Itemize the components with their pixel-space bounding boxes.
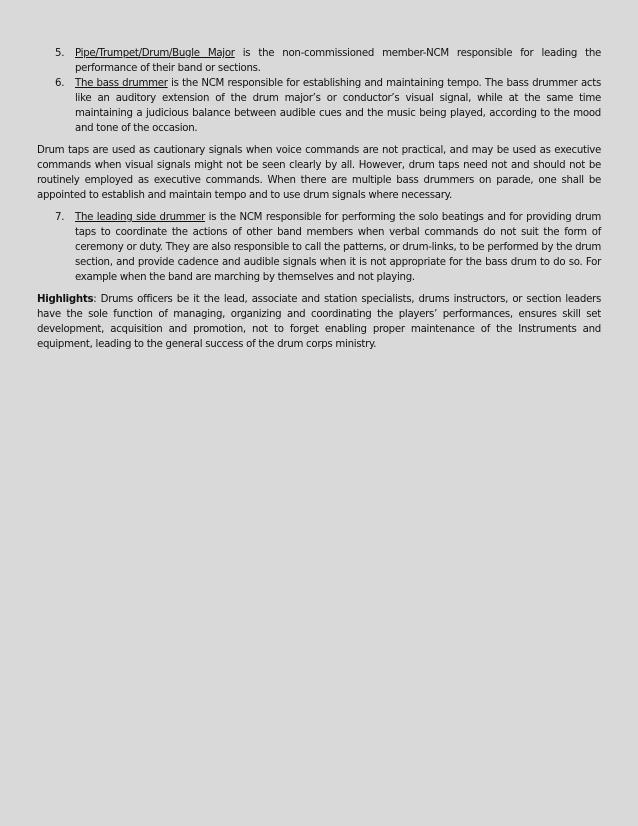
highlights-text: : Drums officers be it the lead, associate and station specialists, drums instructors, or section leaders have the sole function of managing, organizing and coordinating the players’ performances, ensures skill set development, acquisition and promotion, not to forget enabling proper maintenance of the Instruments and equipment, leading to the general success of the drum corps ministry. (37, 294, 601, 350)
document-content (37, 46, 601, 352)
list-item-pipe-major (37, 46, 601, 76)
list-item-leading-side-drummer (37, 210, 601, 285)
list-number: 6. (55, 78, 65, 89)
numbered-list-roles (37, 46, 601, 136)
drum-taps-paragraph: Drum taps are used as cautionary signals when voice commands are not practical, and may be used as executive commands when visual signals might not be seen clearly by all. However, drum taps need not and should not be routinely employed as executive commands. When there are multiple bass drummers on parade, one shall be appointed to establish and maintain tempo and to use drum signals where necessary. (37, 145, 601, 201)
role-term-link[interactable]: The leading side drummer (75, 212, 205, 223)
role-term-link[interactable]: Pipe/Trumpet/Drum/Bugle Major (75, 48, 235, 59)
role-description: is the NCM responsible for establishing and maintaining tempo. The bass drummer acts like an auditory extension of the drum major’s or conductor’s visual signal, while at the same time maintaining a judicious balance between audible cues and the music being played, according to the mood and tone of the occasion. (75, 78, 601, 134)
list-number: 7. (55, 212, 65, 223)
highlights-paragraph (37, 292, 601, 352)
list-number: 5. (55, 48, 65, 59)
role-term-link[interactable]: The bass drummer (75, 78, 168, 89)
role-description: is the NCM responsible for performing the solo beatings and for providing drum taps to coordinate the actions of other band members when verbal commands do not suit the form of ceremony or duty. They are also responsible to call the patterns, or drum-links, to be performed by the drum section, and provide cadence and audible signals when it is not appropriate for the bass drum to do so. For example when the band are marching by themselves and not playing. (75, 212, 601, 283)
numbered-list-side-drummer (37, 210, 601, 285)
highlights-label: Highlights (37, 294, 94, 305)
role-description: is the non-commissioned member-NCM responsible for leading the performance of their band or sections. (75, 48, 601, 74)
list-item-bass-drummer (37, 76, 601, 136)
